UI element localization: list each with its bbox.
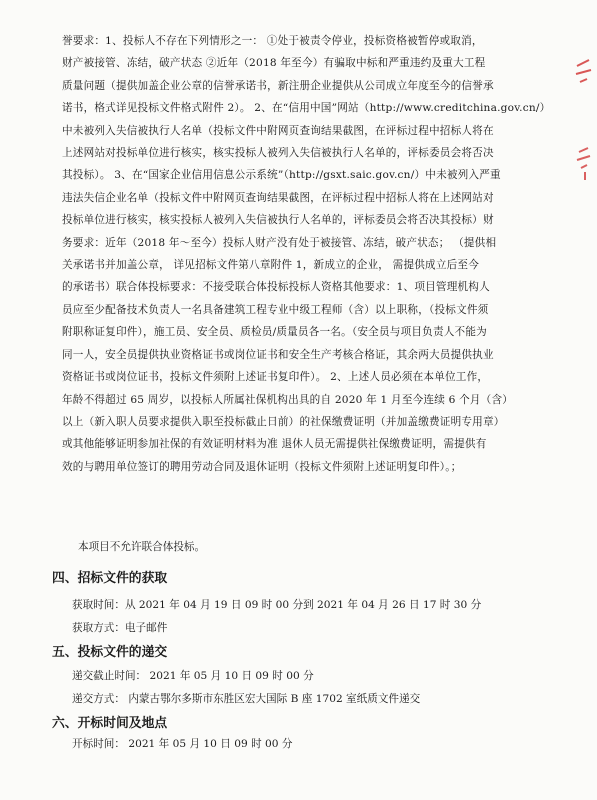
submission-deadline: 递交截止时间： 2021 年 05 月 10 日 09 时 00 分 [72,670,314,682]
paragraph-line: 违法失信企业名单（投标文件中附网页查询结果截图，在评标过程中招标人将在上述网站对 [62,191,494,204]
paragraph-line: 资格证书或岗位证书，投标文件须附上述证书复印件）。 2、上述人员必须在本单位工作， [62,371,489,384]
paragraph-line: 务要求：近年（2018 年～至今）投标人财产没有处于被接管、冻结，破产状态； （提供相 [62,236,497,249]
paragraph-line: 财产被接管、冻结，破产状态 ②近年（2018 年至今）有骗取中标和严重违约及重大工程 [62,57,486,70]
paragraph-line: 中未被列入失信被执行人名单（投标文件中附网页查询结果截图，在评标过程中招标人将在 [62,124,494,137]
qualification-paragraph [62,30,555,478]
section-heading-bid-submission: 五、投标文件的递交 [52,645,168,660]
paragraph-line: 附职称证复印件），施工员、安全员、质检员/质量员各一名。（安全员与项目负责人不能为 [62,326,487,339]
submission-method: 递交方式： 内蒙古鄂尔多斯市东胜区宏大国际 B 座 1702 室纸质文件递交 [72,693,421,705]
stamp-mark [577,148,590,180]
paragraph-line: 关承诺书并加盖公章， 详见招标文件第八章附件 1，新成立的企业， 需提供成立后至今 [62,259,480,272]
paragraph-line: 同一人，安全员提供执业资格证书或岗位证书和安全生产考核合格证，其余两大员提供执业 [62,348,494,361]
paragraph-line: 效的与聘用单位签订的聘用劳动合同及退休证明（投标文件须附上述证明复印件）。； [62,460,462,473]
paragraph-line: 誉要求：1、投标人不存在下列情形之一： ①处于被责令停业，投标资格被暂停或取消， [62,35,483,47]
paragraph-line: 诺书，格式详见投标文件格式附件 2）。 2、在“信用中国”网站（http://www.creditchina.gov.cn/） [62,102,551,115]
section-heading-bid-opening: 六、开标时间及地点 [52,716,168,731]
paragraph-line: 员应至少配备技术负责人一名具备建筑工程专业中级工程师（含）以上职称，（投标文件须 [62,303,489,316]
paragraph-line: 质量问题（提供加盖企业公章的信誉承诺书，新注册企业提供从公司成立年度至今的信誉承 [62,79,494,92]
acquisition-time: 获取时间：从 2021 年 04 月 19 日 09 时 00 分到 2021 年 04 月 26 日 17 时 30 分 [72,599,482,611]
section-heading-document-acquisition: 四、招标文件的获取 [52,571,168,586]
paragraph-line: 上述网站对投标单位进行核实，核实投标人被列入失信被执行人名单的，评标委员会将否决 [62,147,494,160]
seal-stamp-fragment [571,52,597,202]
paragraph-line: 年龄不得超过 65 周岁，以投标人所属社保机构出具的自 2020 年 1 月至今连续 6 个月（含） [62,393,514,406]
acquisition-method: 获取方式：电子邮件 [72,622,168,634]
consortium-note: 本项目不允许联合体投标。 [78,541,206,553]
paragraph-line: 的承诺书）联合体投标要求：不接受联合体投标投标人资格其他要求：1、项目管理机构人 [62,281,490,294]
stamp-mark [576,60,591,82]
paragraph-line: 以上（新入职人员要求提供入职至投标截止日前）的社保缴费证明（并加盖缴费证明专用章） [62,415,505,428]
paragraph-line: 或其他能够证明参加社保的有效证明材料为准 退休人员无需提供社保缴费证明，需提供有 [62,438,487,451]
opening-time: 开标时间： 2021 年 05 月 10 日 09 时 00 分 [72,738,293,750]
paragraph-line: 其投标）。 3、在“国家企业信用信息公示系统”（http://gsxt.saic.gov.cn/）中未被列入严重 [62,169,501,182]
paragraph-line: 投标单位进行核实，核实投标人被列入失信被执行人名单的，评标委员会将否决其投标）财 [62,214,494,227]
